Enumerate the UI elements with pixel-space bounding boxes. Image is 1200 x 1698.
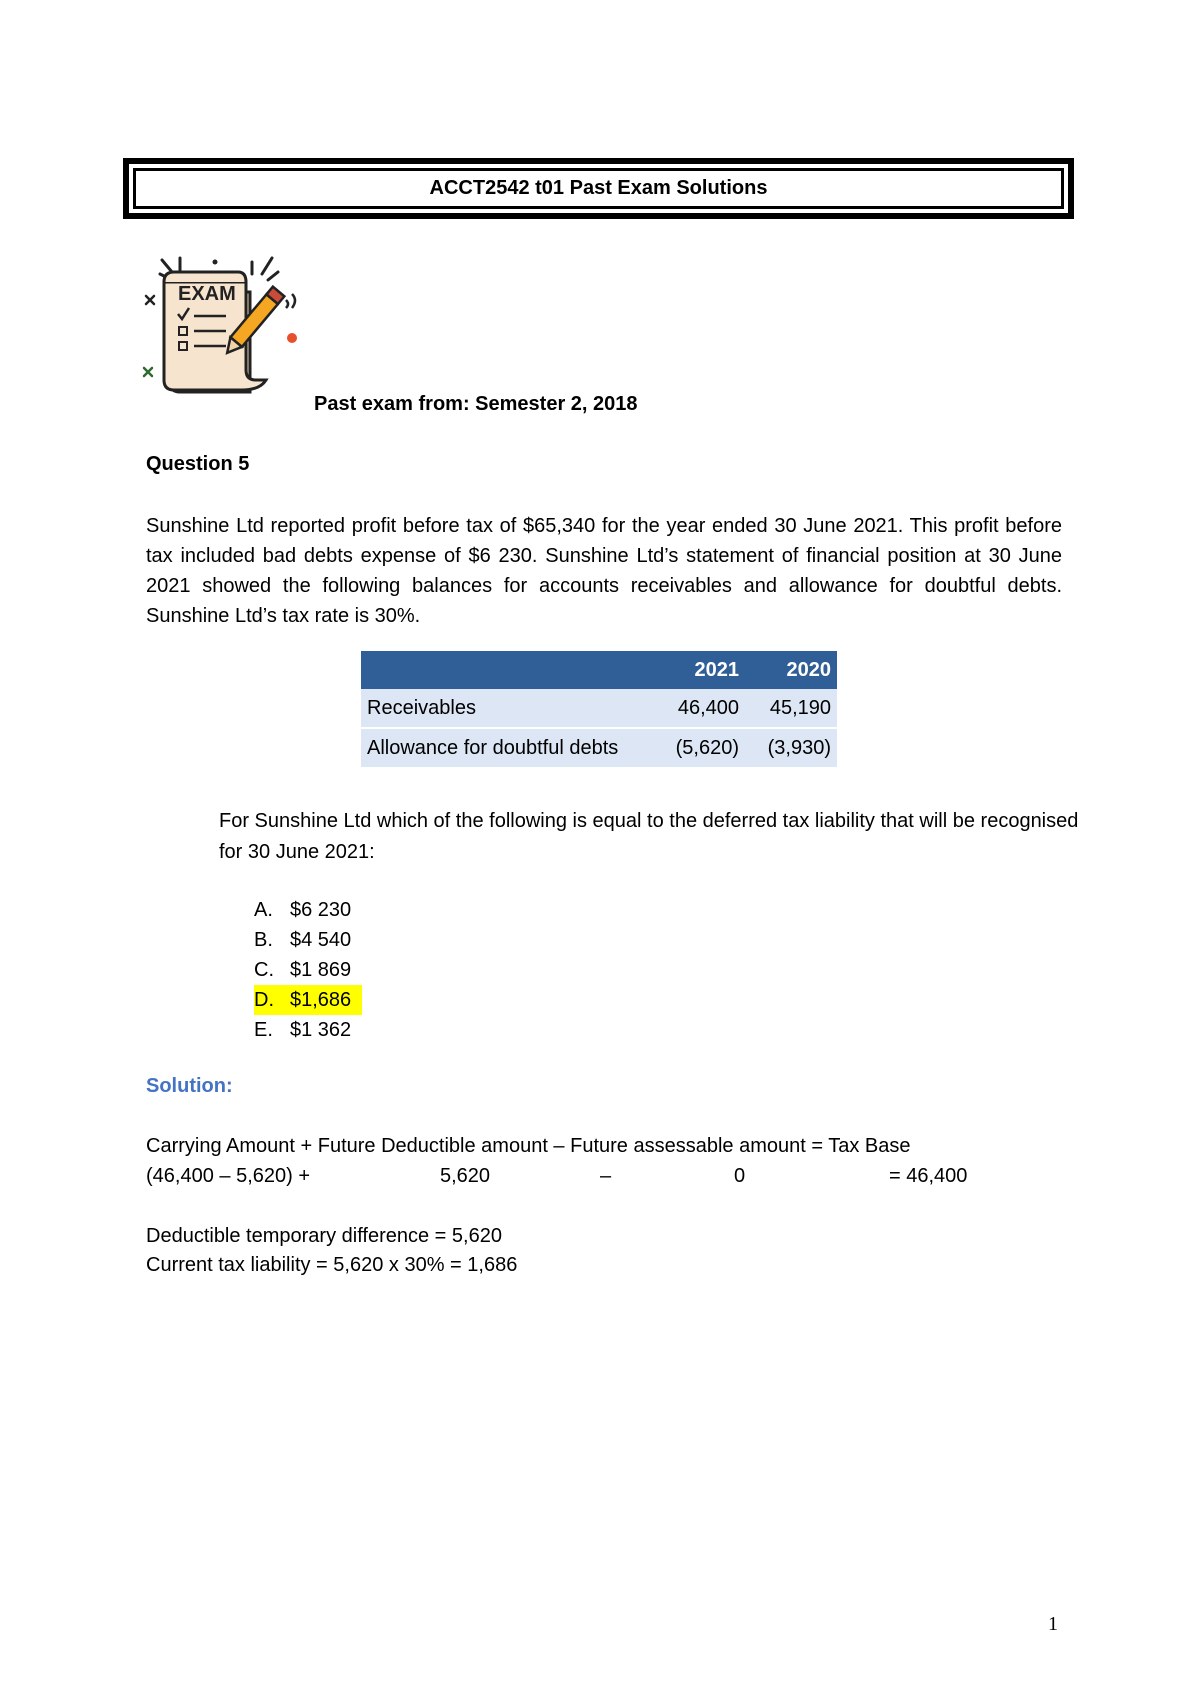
page-title: ACCT2542 t01 Past Exam Solutions	[133, 168, 1064, 209]
option-c	[254, 955, 362, 985]
table-header-row	[361, 651, 837, 689]
option-value: $4 540	[290, 929, 352, 951]
option-value: $6 230	[290, 899, 352, 921]
solution-label: Solution:	[146, 1075, 233, 1097]
option-letter: B.	[254, 929, 273, 951]
row-value-2020: 45,190	[745, 689, 837, 728]
row-value-2021: (5,620)	[653, 728, 745, 767]
option-letter: D.	[254, 989, 274, 1011]
exam-clipboard-icon	[142, 252, 322, 417]
solution-calc-part-2: 5,620	[440, 1165, 491, 1187]
row-label: Allowance for doubtful debts	[361, 728, 653, 767]
option-d-highlighted	[254, 985, 362, 1015]
solution-calc-part-4: 0	[734, 1165, 746, 1187]
solution-tax-liability: Current tax liability = 5,620 x 30% = 1,686	[146, 1254, 518, 1276]
balances-table	[361, 651, 837, 767]
question-title: Question 5	[146, 453, 250, 475]
table-header-empty	[361, 651, 653, 689]
title-box	[123, 158, 1074, 219]
row-value-2021: 46,400	[653, 689, 745, 728]
option-value: $1 869	[290, 959, 352, 981]
option-letter: A.	[254, 899, 273, 921]
solution-deductible-difference: Deductible temporary difference = 5,620	[146, 1225, 502, 1247]
table-header-2020: 2020	[745, 651, 837, 689]
exam-icon-text: EXAM	[178, 283, 236, 305]
table-header-2021: 2021	[653, 651, 745, 689]
option-value: $1 362	[290, 1019, 352, 1041]
answer-options	[254, 895, 362, 1045]
row-label: Receivables	[361, 689, 653, 728]
option-b	[254, 925, 362, 955]
option-letter: E.	[254, 1019, 273, 1041]
page-number: 1	[1048, 1613, 1058, 1635]
table-row	[361, 728, 837, 767]
row-value-2020: (3,930)	[745, 728, 837, 767]
past-exam-label: Past exam from: Semester 2, 2018	[314, 393, 638, 415]
solution-calc-part-3: –	[600, 1165, 612, 1187]
solution-formula: Carrying Amount + Future Deductible amount – Future assessable amount = Tax Base	[146, 1135, 911, 1157]
option-value: $1,686	[290, 989, 352, 1011]
table-row	[361, 689, 837, 728]
solution-calc-part-5: = 46,400	[889, 1165, 968, 1187]
option-letter: C.	[254, 959, 274, 981]
question-body: Sunshine Ltd reported profit before tax of $65,340 for the year ended 30 June 2021. This profit before tax included bad debts expense of $6 230. Sunshine Ltd’s statement of financial position at 30 June 2021 showed the following balances for accounts receivables and allowance for doubtful debts. Sunshine Ltd’s tax rate is 30%.	[146, 515, 1062, 627]
question-prompt: For Sunshine Ltd which of the following is equal to the deferred tax liability that will be recognised for 30 June 2021:	[219, 810, 1079, 863]
option-a	[254, 895, 362, 925]
solution-calc-part-1: (46,400 – 5,620) +	[146, 1165, 311, 1187]
option-e	[254, 1015, 362, 1045]
